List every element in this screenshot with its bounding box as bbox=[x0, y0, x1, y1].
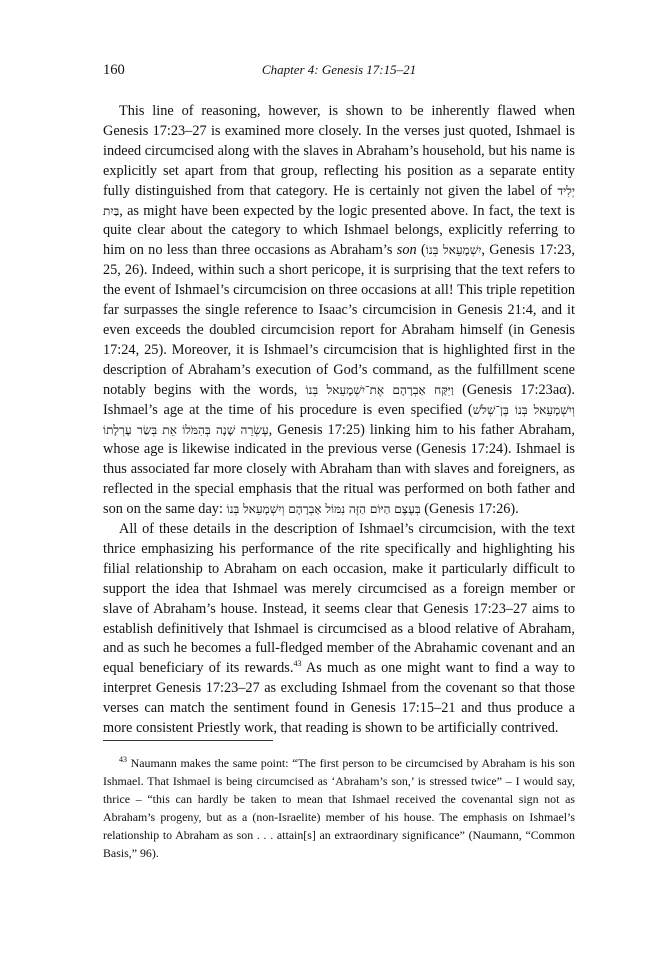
p1-text-3: ( bbox=[416, 242, 426, 259]
footnote-ref-43[interactable]: 43 bbox=[293, 659, 302, 669]
p1-text-6: , Genesis 17:25) linking him to his father Abraham, whose age is likewise indicated in the previous verse (Genesis 17:24). Ishmael is thus associated far more closely with Abraham than with slaves and foreigners, as reflected in the special emphasis that the ritual was performed on both father and son on the same day: bbox=[103, 421, 575, 518]
body-text bbox=[103, 102, 575, 739]
p1-text-2: , as might have been expected by the logic presented above. In fact, the text is quite clear about the category to which Ishmael belongs, explicitly referring to him on no less than three occasions as Abraham’s bbox=[103, 202, 575, 259]
hebrew-phrase-1: יְלִיד בַּיִת bbox=[103, 183, 575, 218]
footnote-number: 43 bbox=[119, 755, 127, 765]
paragraph-2 bbox=[103, 520, 575, 739]
p1-text-1: This line of reasoning, however, is shown to be inherently flawed when Genesis 17:23–27 is examined more closely. In the verses just quoted, Ishmael is indeed circumcised along with the slaves in Abraham’s household, but his name is explicitly set apart from that group, reflecting his position as a separate entity fully distinguished from that category. He is certainly not given the label of bbox=[103, 103, 575, 199]
hebrew-phrase-3: וַיִּקַּח אַבְרָהָם אֶת־יִשְׁמָעֵאל בְּנוֹ bbox=[305, 382, 454, 397]
footnote-text: Naumann makes the same point: “The first person to be circumcised by Abraham is his son Ishmael. That Ishmael is being circumcised as ‘Abraham’s son,’ is stressed twice” – I would say, thrice – “this can hardly be taken to mean that Ishmael received the covenantal sign not as Abraham’s progeny, but as a (non-Israelite) member of his house. The emphasis on Ishmael’s relationship to Abraham as son . . . attain[s] an extraordinary significance” (Naumann, “Common Basis,” 96). bbox=[103, 756, 575, 860]
hebrew-phrase-2: יִשְׁמָעֵאל בְּנוֹ bbox=[425, 243, 482, 258]
emphasis-son: son bbox=[396, 242, 417, 259]
footnote-divider bbox=[103, 740, 273, 741]
hebrew-phrase-5: בְּעֶצֶם הַיּוֹם הַזֶּה נִמּוֹל אַבְרָהָם וְיִשְׁמָעֵאל בְּנוֹ bbox=[226, 502, 421, 517]
page-number: 160 bbox=[103, 62, 125, 78]
p1-text-7: (Genesis 17:26). bbox=[420, 501, 519, 518]
p1-text-4: , Genesis 17:23, 25, 26). Indeed, within such a short pericope, it is surprising that the text refers to the event of Ishmael’s circumcision on three occasions at all! This triple repetition far surpasses the single reference to Isaac’s circumcision in Genesis 21:4, and it even exceeds the doubled circumcision report for Abraham himself (in Genesis 17:24, 25). Moreover, it is Ishmael’s circumcision that is highlighted first in the description of Abraham’s execution of God’s command, as the fulfillment scene notably begins with the words, bbox=[103, 242, 575, 398]
p2-text-1: All of these details in the description of Ishmael’s circumcision, with the text thrice emphasizing his performance of the rite specifically and highlighting his filial relationship to Abraham on each occasion, make it particularly difficult to support the idea that Ishmael was merely circumcised as a foreign member or slave of Abraham’s house. Instead, it seems clear that Genesis 17:23–27 aims to establish definitively that Ishmael is circumcised as a blood relative of Abraham, and as such he becomes a full-fledged member of the Abrahamic covenant and an equal beneficiary of its rewards. bbox=[103, 521, 575, 677]
hebrew-phrase-4: וְיִשְׁמָעֵאל בְּנוֹ בֶּן־שְׁלֹשׁ עֶשְׂרֵה שָׁנָה בְּהִמֹּלוֹ אֵת בְּשַׂר עָרְלָתוֹ bbox=[103, 402, 576, 437]
footnote-43 bbox=[103, 754, 575, 862]
running-head bbox=[103, 62, 575, 82]
paragraph-1 bbox=[103, 102, 575, 520]
p1-text-5: (Genesis 17:23aα). Ishmael’s age at the time of his procedure is even specified ( bbox=[103, 381, 575, 418]
chapter-title: Chapter 4: Genesis 17:15–21 bbox=[261, 62, 417, 77]
p2-text-2: As much as one might want to find a way to interpret Genesis 17:23–27 as excluding Ishmael from the covenant so that those verses can match the sentiment found in Genesis 17:15–21 and thus produce a more consistent Priestly work, that reading is shown to be artificially contrived. bbox=[103, 660, 575, 737]
